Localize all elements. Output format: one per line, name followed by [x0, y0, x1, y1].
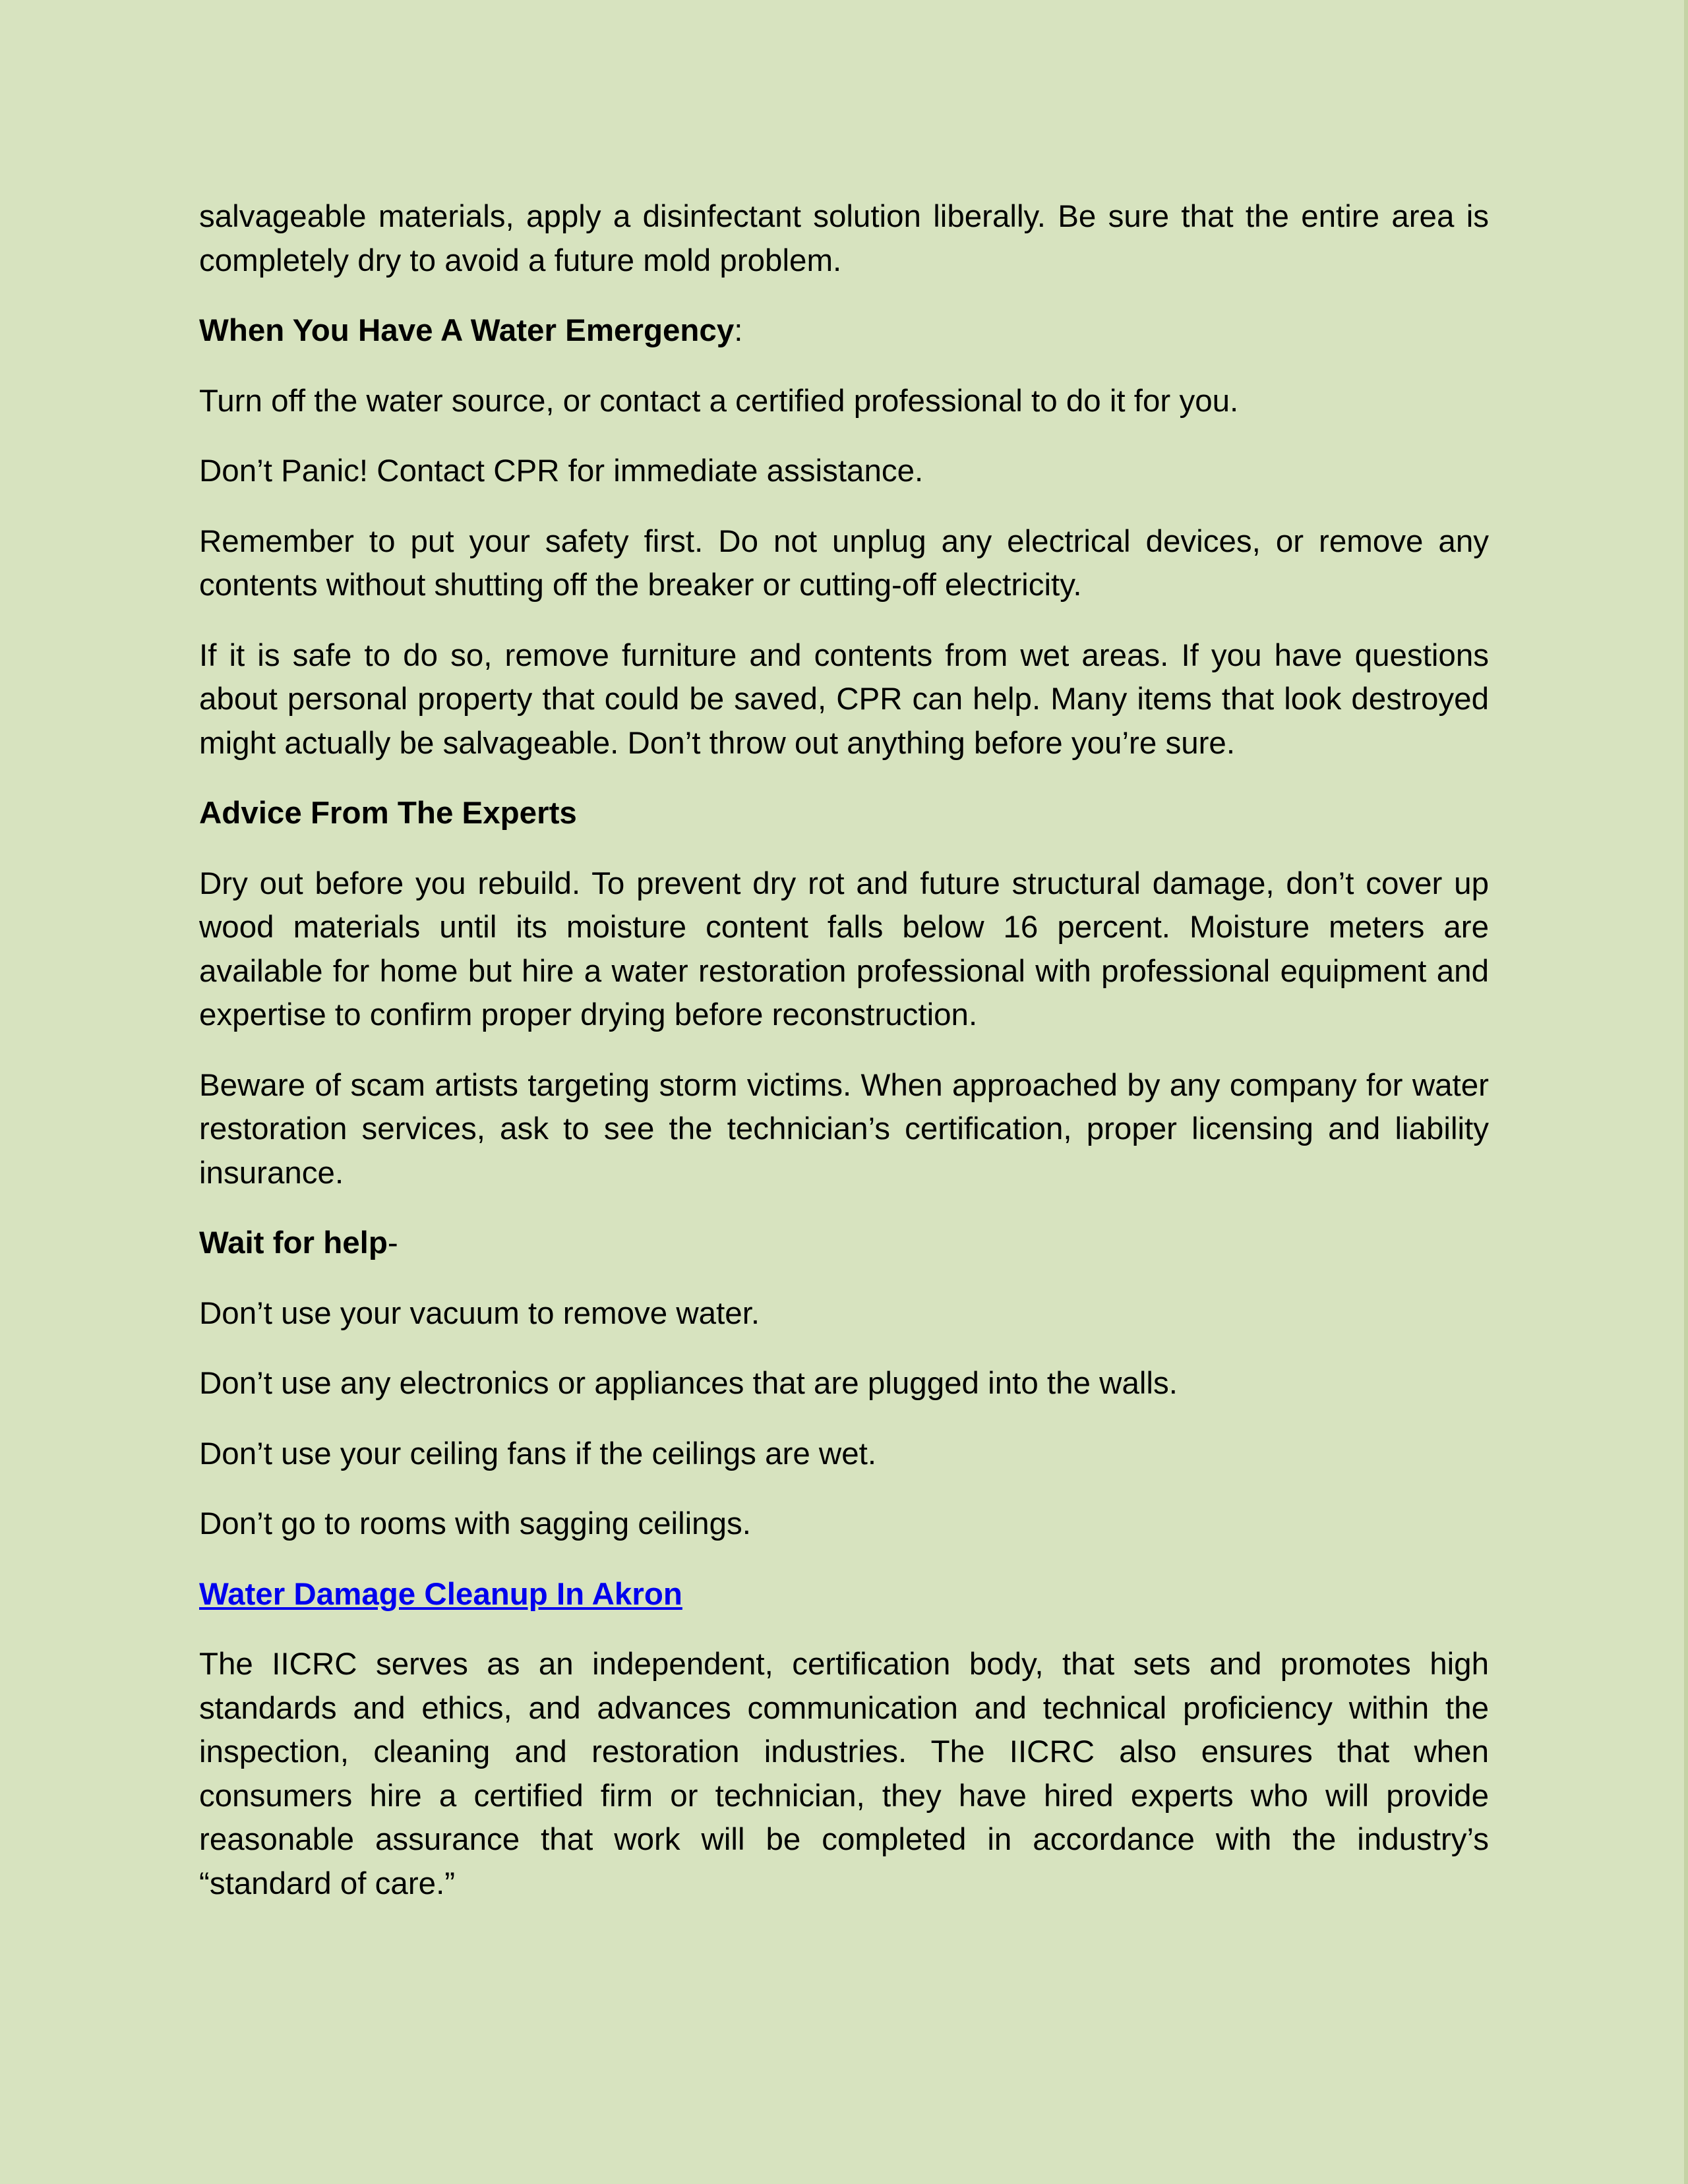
emergency-heading: [199, 309, 1489, 353]
wait-item: Don’t use your vacuum to remove water.: [199, 1295, 760, 1331]
emergency-item: If it is safe to do so, remove furniture and contents from wet areas. If you have questions about personal property that could be saved, CPR can help. Many items that look destroyed might actually be salvageable. Don’t throw out anything before you’re sure.: [199, 637, 1489, 761]
advice-item: Dry out before you rebuild. To prevent dry rot and future structural damage, don’t cover up wood materials until its moisture content falls below 16 percent. Moisture meters are available for home but hire a water restoration professional with professional equipment and expertise to confirm proper drying before reconstruction.: [199, 866, 1489, 1032]
water-damage-cleanup-link[interactable]: Water Damage Cleanup In Akron: [199, 1576, 682, 1612]
wait-item: Don’t use any electronics or appliances that are plugged into the walls.: [199, 1366, 1178, 1401]
emergency-item: Don’t Panic! Contact CPR for immediate assistance.: [199, 454, 924, 488]
wait-heading-text: Wait for help: [199, 1225, 388, 1260]
wait-heading-suffix: -: [387, 1225, 398, 1260]
emergency-heading-suffix: :: [734, 313, 743, 348]
emergency-item: Remember to put your safety first. Do not unplug any electrical devices, or remove any contents without shutting off the breaker or cutting-off electricity.: [199, 523, 1489, 603]
wait-item: Don’t use your ceiling fans if the ceilings are wet.: [199, 1436, 877, 1471]
wait-item: Don’t go to rooms with sagging ceilings.: [199, 1506, 751, 1541]
intro-paragraph: salvageable materials, apply a disinfectant solution liberally. Be sure that the entire area is completely dry to avoid a future mold problem.: [199, 199, 1489, 278]
link-paragraph: [199, 1573, 1489, 1617]
closing-paragraph: The IICRC serves as an independent, certification body, that sets and promotes high standards and ethics, and advances communication and technical proficiency within the inspection, cleaning and restoration industries. The IICRC also ensures that when consumers hire a certified firm or technician, they have hired experts who will provide reasonable assurance that work will be completed in accordance with the industry’s “standard of care.”: [199, 1647, 1489, 1901]
page-edge: [1684, 0, 1688, 2184]
advice-item: Beware of scam artists targeting storm victims. When approached by any company for water restoration services, ask to see the technician’s certification, proper licensing and liability insurance.: [199, 1067, 1489, 1191]
document-body: [199, 195, 1489, 1932]
advice-heading-text: Advice From The Experts: [199, 796, 577, 831]
emergency-item: Turn off the water source, or contact a certified professional to do it for you.: [199, 383, 1239, 419]
wait-heading: [199, 1222, 1489, 1266]
emergency-heading-text: When You Have A Water Emergency: [199, 313, 735, 348]
advice-heading: [199, 792, 1489, 836]
